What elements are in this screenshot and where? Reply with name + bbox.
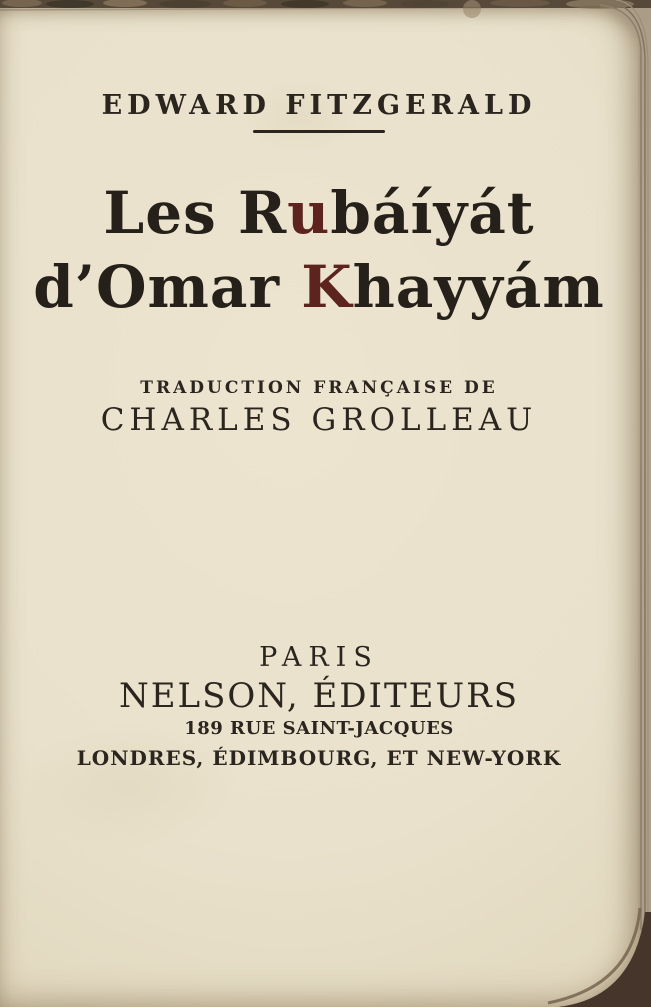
title-line-2 [0, 250, 638, 324]
book-title [0, 176, 638, 324]
translation-credit-label: TRADUCTION FRANÇAISE DE [140, 378, 498, 398]
author-name: EDWARD FITZGERALD [101, 90, 537, 121]
title-line2-text-end: hayyám [352, 253, 605, 321]
author-rule-divider [253, 130, 385, 133]
title-line1-text-end: báíyát [330, 179, 535, 247]
translator-name: CHARLES GROLLEAU [100, 402, 538, 438]
title-line2-text: d’Omar [33, 253, 302, 321]
title-line1-text: Les R [103, 179, 288, 247]
book-page [0, 8, 638, 1007]
imprint-publisher: NELSON, ÉDITEURS [118, 676, 520, 716]
imprint-offices: LONDRES, ÉDIMBOURG, ET NEW-YORK [76, 746, 562, 770]
title-line1-red-letter: u [287, 179, 331, 247]
title-line2-red-letter: K [301, 253, 353, 321]
imprint-address: 189 RUE SAINT-JACQUES [184, 718, 454, 739]
title-line-1 [0, 176, 638, 250]
imprint-city: PARIS [259, 642, 379, 673]
